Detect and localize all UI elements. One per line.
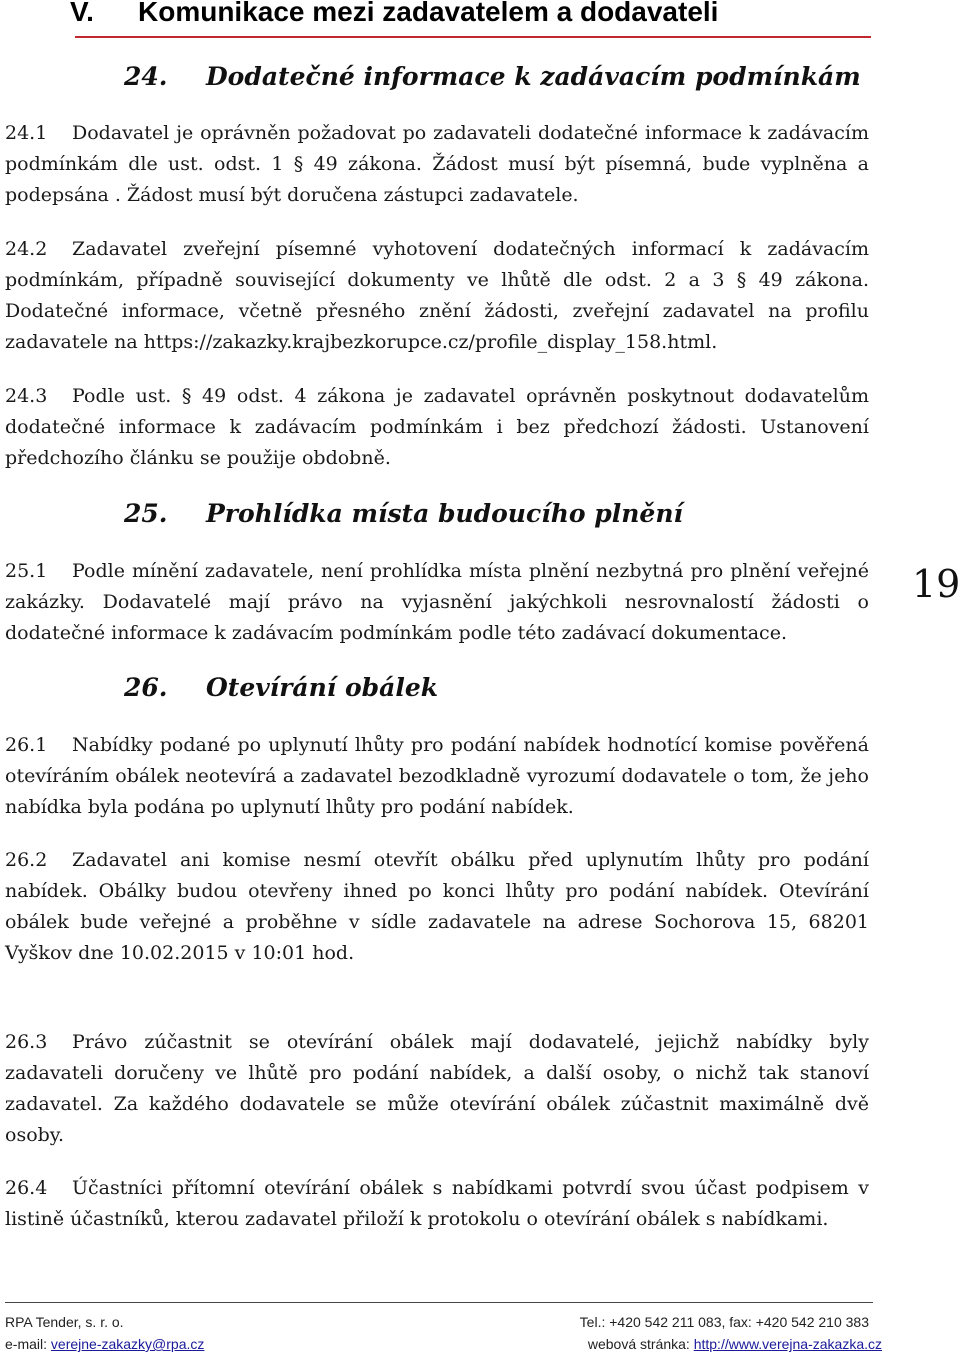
paragraph-26-3 [5,1027,869,1151]
paragraph-number: 24.3 [5,385,48,407]
page-number: 19 [912,562,960,606]
paragraph-number: 26.2 [5,849,48,871]
paragraph-26-4 [5,1173,869,1235]
section-number: 24. [124,62,168,91]
paragraph-number: 26.3 [5,1031,48,1053]
paragraph-26-2 [5,845,869,969]
paragraph-number: 26.4 [5,1177,48,1199]
section-title: Dodatečné informace k zadávacím podmínkám [206,62,861,91]
footer-web-label: webová stránka: [587,1336,694,1352]
footer-web [588,1336,882,1352]
paragraph-24-3 [5,381,869,474]
paragraph-text: Účastníci přítomní otevírání obálek s nabídkami potvrdí svou účast podpisem v listině účastníků, kterou zadavatel přiloží k protokolu o otevírání obálek s nabídkami. [5,1177,869,1230]
paragraph-number: 24.2 [5,238,48,260]
footer-phone: Tel.: +420 542 211 083, fax: +420 542 210 383 [579,1314,869,1330]
chapter-number: V. [70,0,94,27]
footer-email-label: e-mail: [5,1336,51,1352]
paragraph-text: Podle mínění zadavatele, není prohlídka místa plnění nezbytná pro plnění veřejné zakázky. Dodavatelé mají právo na vyjasnění jakýchkoli nesrovnalostí žádosti o dodatečné informace k zadávacím podmínkám podle této zadávací dokumentace. [5,560,869,644]
chapter-title: Komunikace mezi zadavatelem a dodavateli [138,0,719,27]
footer-company: RPA Tender, s. r. o. [5,1314,124,1330]
chapter-divider [75,36,871,38]
email-link[interactable]: verejne-zakazky@rpa.cz [50,1336,205,1352]
paragraph-text: Dodavatel je oprávněn požadovat po zadavateli dodatečné informace k zadávacím podmínkám dle ust. odst. 1 § 49 zákona. Žádost musí být písemná, bude vyplněna a podepsána . Žádost musí být doručena zástupci zadavatele. [5,122,869,206]
section-number: 25. [124,499,168,528]
paragraph-24-1 [5,118,869,211]
section-number: 26. [124,673,168,702]
chapter-heading [70,0,718,28]
footer-email [5,1336,204,1352]
paragraph-26-1 [5,730,869,823]
paragraph-24-2 [5,234,869,358]
paragraph-25-1 [5,556,869,649]
paragraph-text: Nabídky podané po uplynutí lhůty pro podání nabídek hodnotící komise pověřená otevíráním obálek neotevírá a zadavatel bezodkladně vyrozumí dodavatele o tom, že jeho nabídka byla podána po uplynutí lhůty pro podání nabídek. [5,734,869,818]
paragraph-number: 24.1 [5,122,48,144]
paragraph-text: Právo zúčastnit se otevírání obálek mají dodavatelé, jejichž nabídky byly zadavateli doručeny ve lhůtě pro podání nabídek, a další osoby, o nichž tak stanoví zadavatel. Za každého dodavatele se může otevírání obálek zúčastnit maximálně dvě osoby. [5,1031,869,1146]
paragraph-text: Podle ust. § 49 odst. 4 zákona je zadavatel oprávněn poskytnout dodavatelům dodatečné informace k zadávacím podmínkám i bez předchozí žádosti. Ustanovení předchozího článku se použije obdobně. [5,385,869,469]
paragraph-number: 25.1 [5,560,48,582]
paragraph-text: Zadavatel ani komise nesmí otevřít obálku před uplynutím lhůty pro podání nabídek. Obálky budou otevřeny ihned po konci lhůty pro podání nabídek. Otevírání obálek bude veřejné a proběhne v sídle zadavatele na adrese Sochorova 15, 68201 Vyškov dne 10.02.2015 v 10:01 hod. [5,849,869,964]
paragraph-text: Zadavatel zveřejní písemné vyhotovení dodatečných informací k zadávacím podmínkám, případně související dokumenty ve lhůtě dle odst. 2 a 3 § 49 zákona. Dodatečné informace, včetně přesného znění žádosti, zveřejní zadavatel na profilu zadavatele na https://zakazky.krajbezkorupce.cz/profile_display_158.html. [5,238,869,353]
section-title: Prohlídka místa budoucího plnění [206,499,683,528]
paragraph-number: 26.1 [5,734,48,756]
section-title: Otevírání obálek [206,673,439,702]
footer-divider [5,1302,873,1303]
website-link[interactable]: http://www.verejna-zakazka.cz [693,1336,882,1352]
